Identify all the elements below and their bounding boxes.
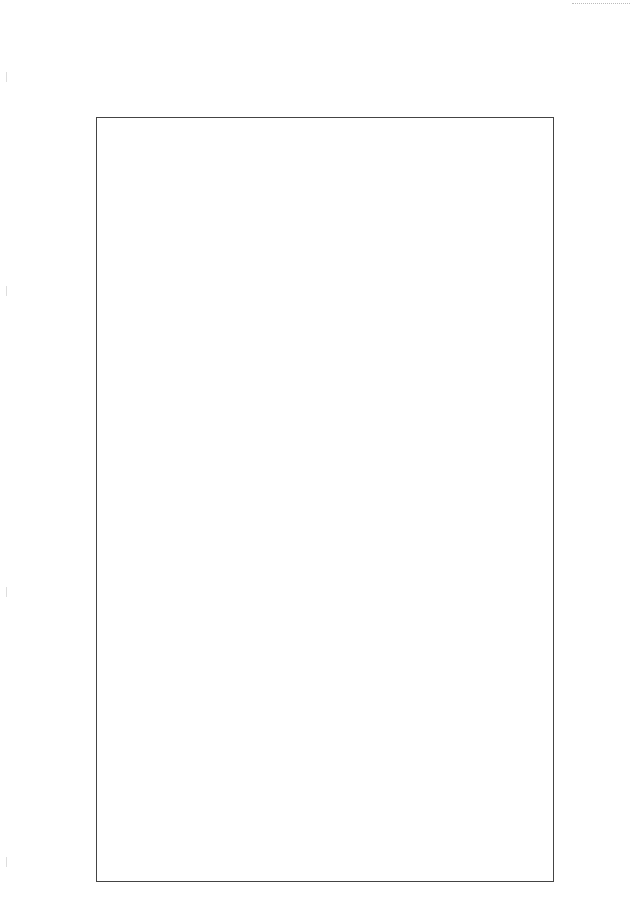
scan-mark bbox=[6, 857, 7, 867]
tariff-table bbox=[96, 117, 554, 882]
scan-mark bbox=[6, 587, 7, 597]
scan-mark bbox=[6, 286, 7, 296]
scan-mark bbox=[6, 72, 7, 82]
scan-mark bbox=[572, 3, 630, 5]
